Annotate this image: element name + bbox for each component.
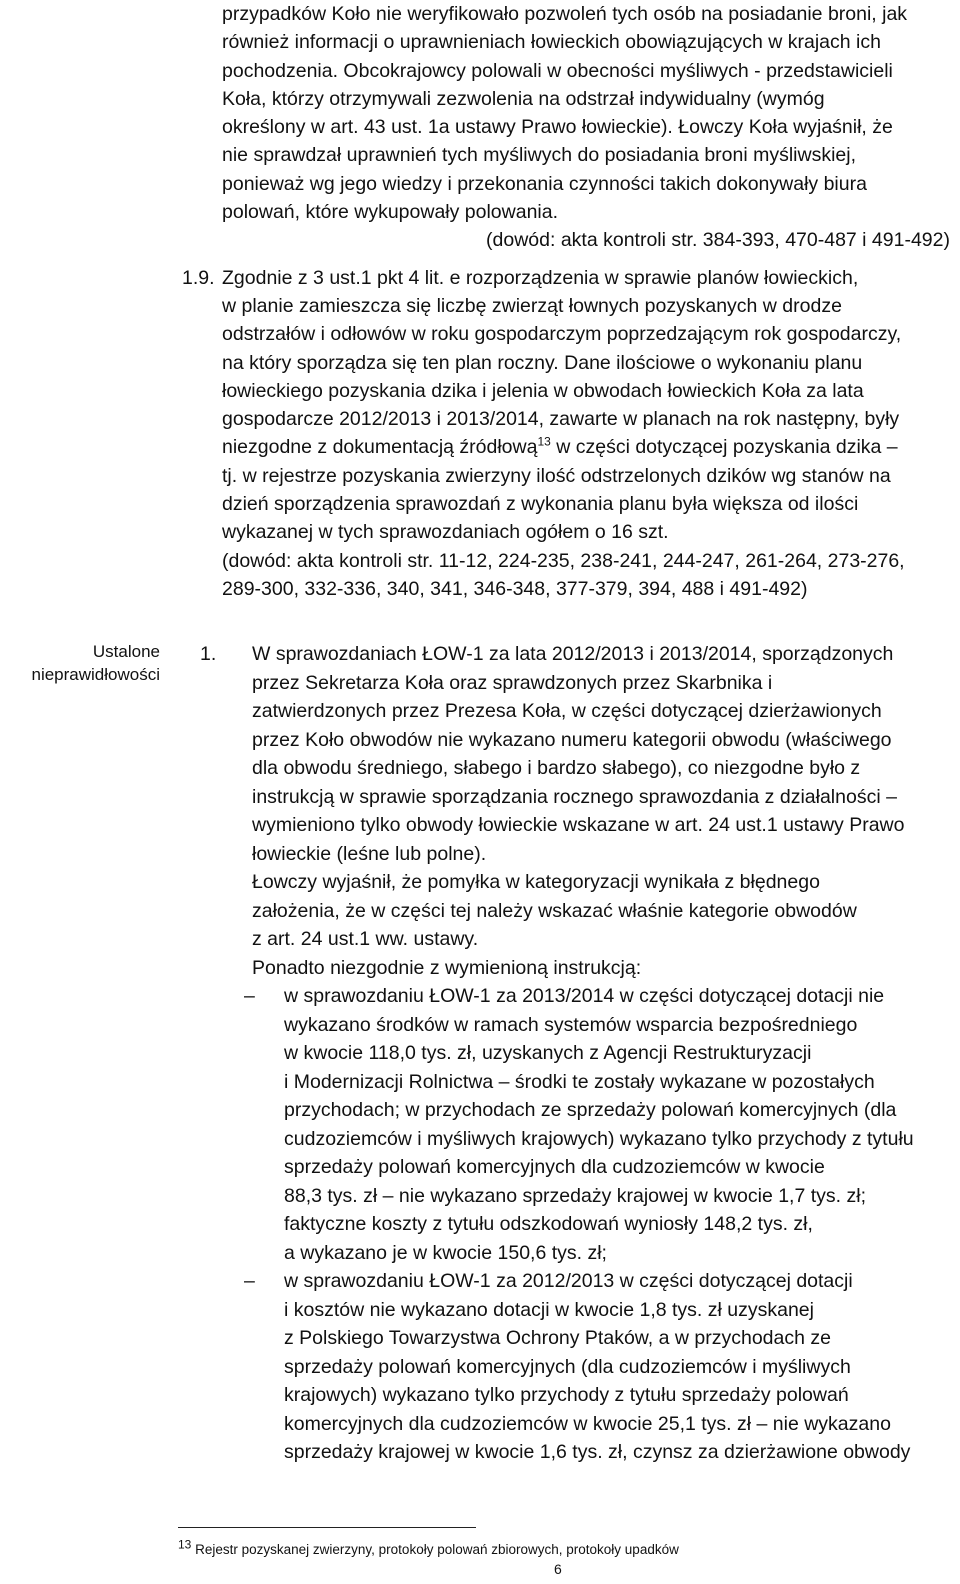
bullet-item-1 [244, 982, 950, 1267]
bullet-line: w sprawozdaniu ŁOW-1 za 2013/2014 w części dotyczącej dotacji nie [284, 985, 885, 1007]
section-line: Zgodnie z 3 ust.1 pkt 4 lit. e rozporządzenia w sprawie planów łowieckich, [222, 266, 859, 289]
bullet-line: sprzedaży polowań komercyjnych (dla cudzoziemców i myśliwych [284, 1355, 851, 1378]
bullet-line: sprzedaży polowań komercyjnych dla cudzoziemców w kwocie [284, 1156, 825, 1178]
bullet-body [284, 982, 950, 1267]
footnote-reference[interactable]: 13 [537, 434, 551, 449]
dash-bullet: – [244, 985, 255, 1007]
list-intro: Ponadto niezgodnie z wymienioną instrukcją: [252, 956, 642, 979]
section-body [222, 264, 950, 604]
finding-line: zatwierdzonych przez Prezesa Koła, w części dotyczącej dzierżawionych [252, 700, 882, 722]
bullet-line: w sprawozdaniu ŁOW-1 za 2012/2013 w części dotyczącej dotacji [284, 1270, 853, 1292]
finding-line: przez Sekretarza Koła oraz sprawdzonych przez Skarbnika i [252, 671, 773, 694]
section-line: w planie zamieszcza się liczbę zwierząt łownych pozyskanych w drodze [222, 294, 842, 317]
evidence-citation: (dowód: akta kontroli str. 11-12, 224-235, 238-241, 244-247, 261-264, 273-276, [222, 549, 905, 572]
bullet-line: cudzoziemców i myśliwych krajowych) wykazano tylko przychody z tytułu [284, 1127, 914, 1150]
explanation-line: z art. 24 ust.1 ww. ustawy. [252, 928, 479, 950]
intro-line: polowań, które wykupowały polowania. [222, 201, 559, 224]
intro-line: Koła, którzy otrzymywali zezwolenia na odstrzał indywidualny (wymóg [222, 87, 825, 110]
sidebar-label-line: nieprawidłowości [31, 665, 160, 684]
bullet-line: wykazano środków w ramach systemów wsparcia bezpośredniego [284, 1013, 858, 1036]
footnote-separator [178, 1527, 476, 1528]
section-number: 1.9. [182, 266, 215, 289]
finding-line: łowieckie (leśne lub polne). [252, 842, 487, 865]
bullet-line: faktyczne koszty z tytułu odszkodowań wyniosły 148,2 tys. zł, [284, 1213, 813, 1235]
bullet-line: i Modernizacji Rolnictwa – środki te zostały wykazane w pozostałych [284, 1070, 875, 1093]
findings-section [200, 640, 950, 1467]
intro-line: pochodzenia. Obcokrajowcy polowali w obecności myśliwych - przedstawicieli [222, 59, 893, 82]
bullet-line: a wykazano je w kwocie 150,6 tys. zł; [284, 1241, 607, 1264]
bullet-line: i kosztów nie wykazano dotacji w kwocie 1,8 tys. zł uzyskanej [284, 1298, 814, 1321]
bullet-line: przychodach; w przychodach ze sprzedaży polowań komercyjnych (dla [284, 1099, 897, 1121]
sidebar-label [0, 640, 160, 686]
bullet-body [284, 1267, 950, 1467]
intro-line: przypadków Koło nie weryfikowało pozwoleń tych osób na posiadanie broni, jak [222, 3, 908, 25]
bullet-line: w kwocie 118,0 tys. zł, uzyskanych z Agencji Restrukturyzacji [284, 1042, 812, 1064]
footnote [178, 1537, 679, 1559]
bullet-line: krajowych) wykazano tylko przychody z tytułu sprzedaży polowań [284, 1384, 849, 1406]
bullet-line: 88,3 tys. zł – nie wykazano sprzedaży krajowej w kwocie 1,7 tys. zł; [284, 1184, 866, 1207]
finding-line: dla obwodu średniego, słabego i bardzo słabego), co niezgodne było z [252, 757, 861, 779]
text-span: niezgodne z dokumentacją źródłową [222, 436, 538, 459]
section-line: na który sporządza się ten plan roczny. Dane ilościowe o wykonaniu planu [222, 351, 863, 374]
footnote-number: 13 [178, 1537, 192, 1552]
bullet-item-2 [244, 1267, 950, 1467]
bullet-line: sprzedaży krajowej w kwocie 1,6 tys. zł, czynsz za dzierżawione obwody [284, 1441, 911, 1463]
section-line: tj. w rejestrze pozyskania zwierzyny ilość odstrzelonych dzików wg stanów na [222, 464, 891, 487]
finding-line: instrukcją w sprawie sporządzania rocznego sprawozdania z działalności – [252, 785, 897, 808]
finding-line: wymieniono tylko obwody łowieckie wskazane w art. 24 ust.1 ustawy Prawo [252, 814, 905, 836]
finding-body [244, 640, 950, 1467]
finding-number: 1. [200, 643, 217, 665]
section-line: wykazanej w tych sprawozdaniach ogółem o 16 szt. [222, 521, 669, 544]
bullet-line: komercyjnych dla cudzoziemców w kwocie 25,1 tys. zł – nie wykazano [284, 1412, 891, 1435]
section-line: łowieckiego pozyskania dzika i jelenia w obwodach łowieckich Koła za lata [222, 379, 864, 402]
sidebar-label-line: Ustalone [92, 642, 160, 661]
section-line: dzień sporządzenia sprawozdań z wykonania planu była większa od ilości [222, 493, 859, 516]
footnote-text: Rejestr pozyskanej zwierzyny, protokoły polowań zbiorowych, protokoły upadków [191, 1542, 679, 1557]
section-line-with-footnote [222, 433, 950, 461]
intro-paragraph [182, 0, 950, 603]
explanation-line: założenia, że w części tej należy wskazać właśnie kategorie obwodów [252, 899, 857, 922]
finding-line: W sprawozdaniach ŁOW-1 za lata 2012/2013 i 2013/2014, sporządzonych [252, 643, 894, 665]
bullet-line: z Polskiego Towarzystwa Ochrony Ptaków, a w przychodach ze [284, 1327, 831, 1349]
finding-line: przez Koło obwodów nie wykazano numeru kategorii obwodu (właściwego [252, 728, 892, 751]
intro-line: określony w art. 43 ust. 1a ustawy Prawo łowieckie). Łowczy Koła wyjaśnił, że [222, 116, 893, 139]
page-number: 6 [554, 1561, 562, 1577]
evidence-citation: 289-300, 332-336, 340, 341, 346-348, 377-379, 394, 488 i 491-492) [222, 577, 808, 600]
evidence-citation: (dowód: akta kontroli str. 384-393, 470-487 i 491-492) [486, 229, 950, 252]
intro-line: nie sprawdzał uprawnień tych myśliwych do posiadania broni myśliwskiej, [222, 144, 857, 167]
section-line: gospodarcze 2012/2013 i 2013/2014, zawarte w planach na rok następny, były [222, 408, 900, 431]
intro-line: również informacji o uprawnieniach łowieckich obowiązujących w krajach ich [222, 31, 881, 54]
text-span: w części dotyczącej pozyskania dzika – [550, 436, 898, 459]
section-1-9 [182, 264, 950, 604]
explanation-line: Łowczy wyjaśnił, że pomyłka w kategoryzacji wynikała z błędnego [252, 871, 820, 893]
finding-item-1 [200, 640, 950, 1467]
section-line: odstrzałów i odłowów w roku gospodarczym poprzedzającym rok gospodarczy, [222, 323, 902, 346]
dash-bullet: – [244, 1270, 255, 1292]
intro-line: ponieważ wg jego wiedzy i przekonania czynności takich dokonywały biura [222, 172, 867, 195]
